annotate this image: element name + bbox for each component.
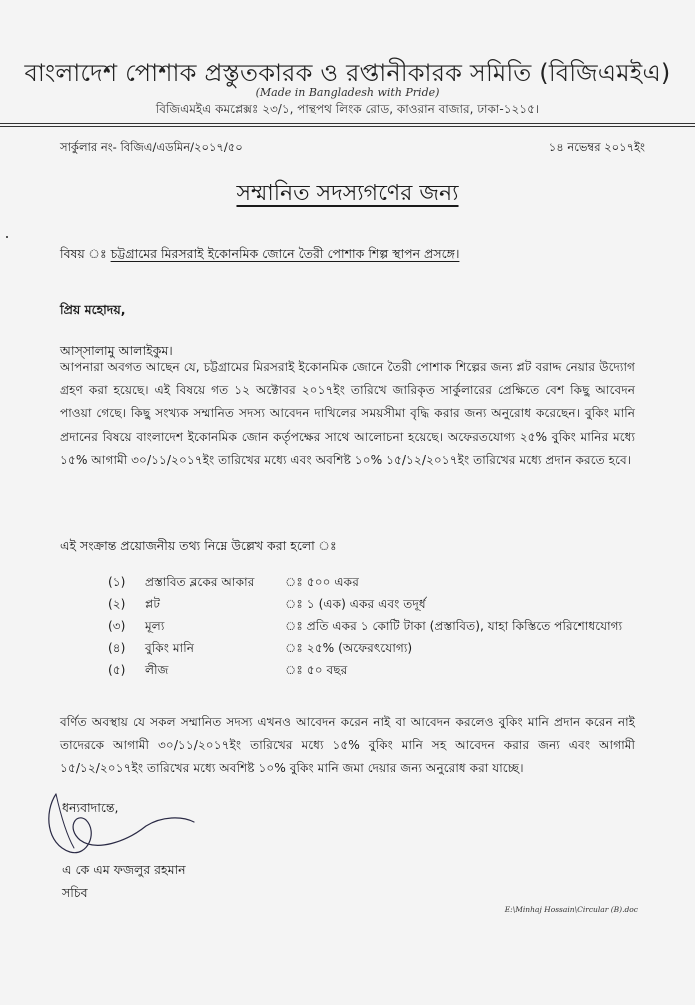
list-item-label: লীজ [145, 663, 169, 677]
page-title [0, 176, 695, 213]
scan-mark [6, 236, 8, 238]
list-item-number: (১) [108, 575, 126, 589]
signature-scribble [36, 782, 206, 872]
salutation: প্রিয় মহোদয়, [60, 302, 126, 317]
circular-reference-number: সার্কুলার নং- বিজিএ/এডমিন/২০১৭/৫০ [60, 140, 243, 154]
list-item-label: বুকিং মানি [145, 641, 194, 655]
subject-line [60, 246, 459, 266]
tagline: (Made in Bangladesh with Pride) [255, 86, 440, 99]
list-item-number: (৩) [108, 619, 126, 633]
greeting: আস্সালামু আলাইকুম। [60, 343, 173, 358]
list-item-number: (৪) [108, 641, 126, 655]
signer-name: এ কে এম ফজলুর রহমান [62, 862, 186, 877]
body-paragraph-2 [60, 711, 635, 781]
closing-phrase: ধন্যবাদান্তে, [62, 800, 119, 815]
file-path: E:\Minhaj Hossain\Circular (B).doc [504, 905, 638, 914]
letterhead-divider-2 [0, 126, 695, 127]
list-item-label: প্লট [145, 597, 160, 611]
subject-text: চট্টগ্রামের মিরসরাই ইকোনমিক জোনে তৈরী পোশাক শিল্প স্থাপন প্রসঙ্গে। [110, 246, 460, 261]
letterhead-divider [0, 123, 695, 124]
list-item-value: ঃ ৫০০ একর [285, 575, 359, 589]
organization-name: বাংলাদেশ পোশাক প্রস্তুতকারক ও রপ্তানীকারক সমিতি (বিজিএমইএ) [24, 59, 671, 87]
list-item-value: ঃ ৫০ বছর [285, 663, 348, 677]
body-paragraph-1 [60, 356, 635, 472]
subject-prefix: বিষয় ঃ [60, 246, 111, 261]
info-list-intro: এই সংক্রান্ত প্রয়োজনীয় তথ্য নিম্নে উল্লেখ করা হলো ঃ [60, 538, 337, 553]
circular-date: ১৪ নভেম্বর ২০১৭ইং [548, 140, 645, 154]
organization-address: বিজিএমইএ কমপ্লেক্সঃ ২৩/১, পান্থপথ লিংক রোড, কাওরান বাজার, ঢাকা-১২১৫। [155, 102, 540, 116]
list-item-number: (২) [108, 597, 126, 611]
list-item-value: ঃ ২৫% (অফেরৎযোগ্য) [285, 641, 413, 655]
list-item-label: প্রস্তাবিত ব্লকের আকার [145, 575, 255, 589]
list-item-number: (৫) [108, 663, 126, 677]
list-item-value: ঃ ১ (এক) একর এবং তদূর্ধ [285, 597, 426, 611]
heading-text: সম্মানিত সদস্যগণের জন্য [236, 181, 459, 206]
signer-title: সচিব [62, 885, 88, 900]
list-item-label: মূল্য [145, 619, 165, 633]
list-item-value: ঃ প্রতি একর ১ কোটি টাকা (প্রস্তাবিত), যাহা কিস্তিতে পরিশোধযোগ্য [285, 619, 623, 633]
paragraph-text: আপনারা অবগত আছেন যে, চট্টগ্রামের মিরসরাই ইকোনমিক জোনে তৈরী পোশাক শিল্পের জন্য প্লট বরাদ্দ নেয়ার উদ্যোগ গ্রহণ করা হয়েছে। এই বিষয়ে গত ১২ অক্টোবর ২০১৭ইং তারিখে জারিকৃত সার্কুলারের প্রেক্ষিতে বেশ কিছু আবেদন পাওয়া গেছে। কিছু সংখ্যক সম্মানিত সদস্য আবেদন দাখিলের সময়সীমা বৃদ্ধি করার জন্য অনুরোধ করেছেন। বুকিং মানি প্রদানের বিষয়ে বাংলাদেশ ইকোনমিক জোন কর্তৃপক্ষের সাথে আলোচনা হয়েছে। অফেরতযোগ্য ২৫% বুকিং মানির মধ্যে ১৫% আগামী ৩০/১১/২০১৭ইং তারিখের মধ্যে এবং অবশিষ্ট ১০% ১৫/১২/২০১৭ইং তারিখের মধ্যে প্রদান করতে হবে। [60, 360, 635, 467]
paragraph-text: বর্ণিত অবস্থায় যে সকল সম্মানিত সদস্য এখনও আবেদন করেন নাই বা আবেদন করলেও বুকিং মানি প্রদান করেন নাই তাদেরকে আগামী ৩০/১১/২০১৭ইং তারিখের মধ্যে ১৫% বুকিং মানি সহ আবেদন করার জন্য এবং আগামী ১৫/১২/২০১৭ইং তারিখের মধ্যে অবশিষ্ট ১০% বুকিং মানি জমা দেয়ার জন্য অনুরোধ করা যাচ্ছে। [60, 715, 635, 776]
